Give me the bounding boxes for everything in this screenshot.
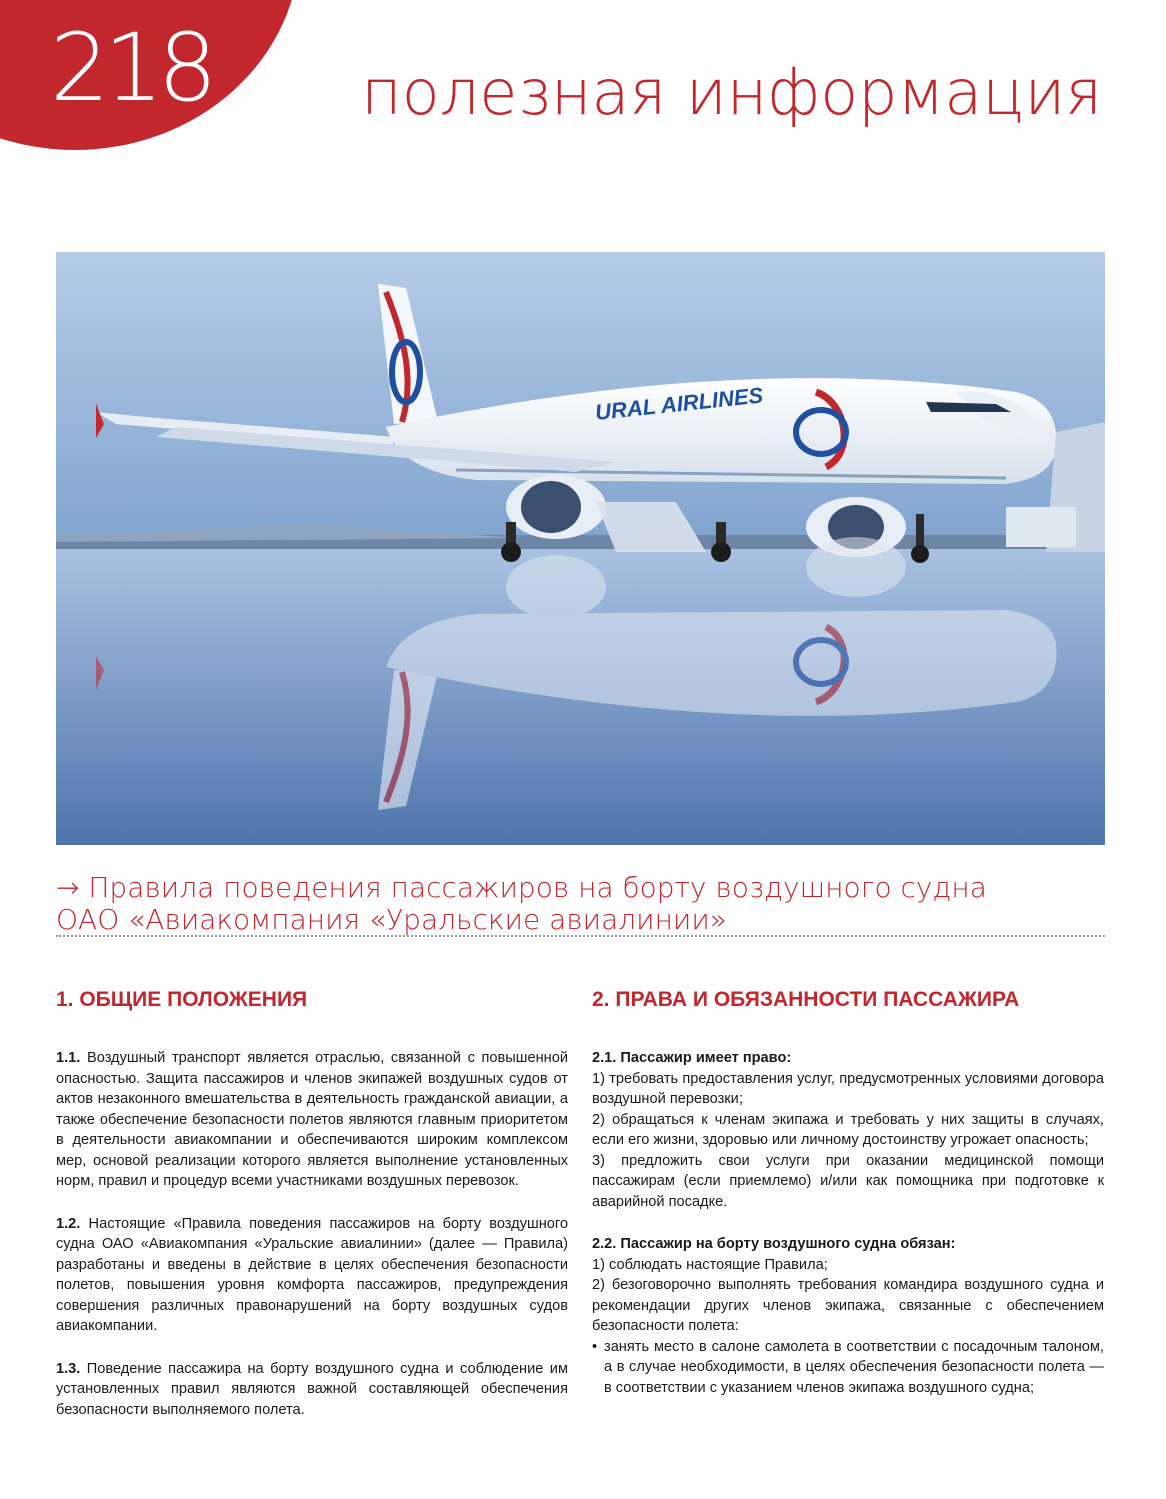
section-2-heading: 2. ПРАВА И ОБЯЗАННОСТИ ПАССАЖИРА — [592, 988, 1020, 1011]
duties-item: 2) безоговорочно выполнять требования командира воздушного судна и рекомендации других членов экипажа, связанные с обеспечением безопасности полета: — [592, 1277, 1104, 1334]
dotted-divider — [56, 935, 1105, 937]
rights-item: 2) обращаться к членам экипажа и требовать у них защиты в случаях, если его жизни, здоровью или личному достоинству угрожает опасность; — [592, 1111, 1104, 1148]
paragraph-text: Поведение пассажира на борту воздушного судна и соблюдение им установленных правил являются важной составляющей обеспечения безопасности выполняемого полета. — [56, 1360, 568, 1418]
article-heading — [56, 872, 1116, 936]
page-number: 218 — [50, 14, 212, 123]
livery-text: URAL AIRLINES — [593, 382, 765, 425]
section-title: полезная информация — [361, 56, 1102, 129]
section-1-heading: 1. ОБЩИЕ ПОЛОЖЕНИЯ — [56, 988, 308, 1011]
paragraph-number: 1.1. — [56, 1050, 81, 1066]
article-title-line2: ОАО «Авиакомпания «Уральские авиалинии» — [56, 903, 727, 936]
duties-subhead: 2.2. Пассажир на борту воздушного судна обязан: — [592, 1236, 956, 1252]
arrow-icon: → — [56, 871, 80, 904]
paragraph-number: 1.2. — [56, 1215, 81, 1232]
paragraph-number: 1.3. — [56, 1360, 81, 1377]
rights-subhead: 2.1. Пассажир имеет право: — [592, 1050, 792, 1066]
paragraph-1-3 — [56, 1359, 568, 1421]
paragraph-1-2 — [56, 1214, 568, 1337]
right-column — [592, 988, 1104, 1420]
duties-item: 1) соблюдать настоящие Правила; — [592, 1256, 828, 1273]
paragraph-text: Воздушный транспорт является отраслью, связанной с повышенной опасностью. Защита пассажиров и членов экипажей воздушных судов от актов незаконного вмешательства в деятельность гражданской авиации, а также обеспечение безопасности полетов являются главным приоритетом в деятельности авиакомпании и обеспечиваются широким комплексом мер, основой реализации которого является выполнение установленных норм, правил и процедур всеми участниками воздушных перевозок. — [56, 1050, 568, 1189]
rights-item: 3) предложить свои услуги при оказании медицинской помощи пассажирам (если приемлемо) и/или как помощника при подготовке к аварийной посадке. — [592, 1152, 1104, 1210]
duties-bullet: • занять место в салоне самолета в соответствии с посадочным талоном, а в случае необходимости, в целях обеспечения безопасности полета — в соответствии с указанием членов экипажа воздушного судна; — [592, 1337, 1104, 1399]
rights-item: 1) требовать предоставления услуг, предусмотренных условиями договора воздушной перевозки; — [592, 1070, 1104, 1107]
article-title-line1: Правила поведения пассажиров на борту воздушного судна — [88, 871, 987, 904]
duties-block — [592, 1234, 1104, 1398]
paragraph-1-1 — [56, 1048, 568, 1192]
left-column — [56, 988, 568, 1442]
rights-block — [592, 1048, 1104, 1212]
paragraph-text: Настоящие «Правила поведения пассажиров на борту воздушного судна ОАО «Авиакомпания «Уральские авиалинии» (далее — Правила) разработаны и введены в действие в целях обеспечения безопасности полетов, повышения уровня комфорта пассажиров, предупреждения совершения различных правонарушений на борту воздушных судов авиакомпании. — [56, 1215, 568, 1334]
airplane-photo — [56, 252, 1105, 845]
